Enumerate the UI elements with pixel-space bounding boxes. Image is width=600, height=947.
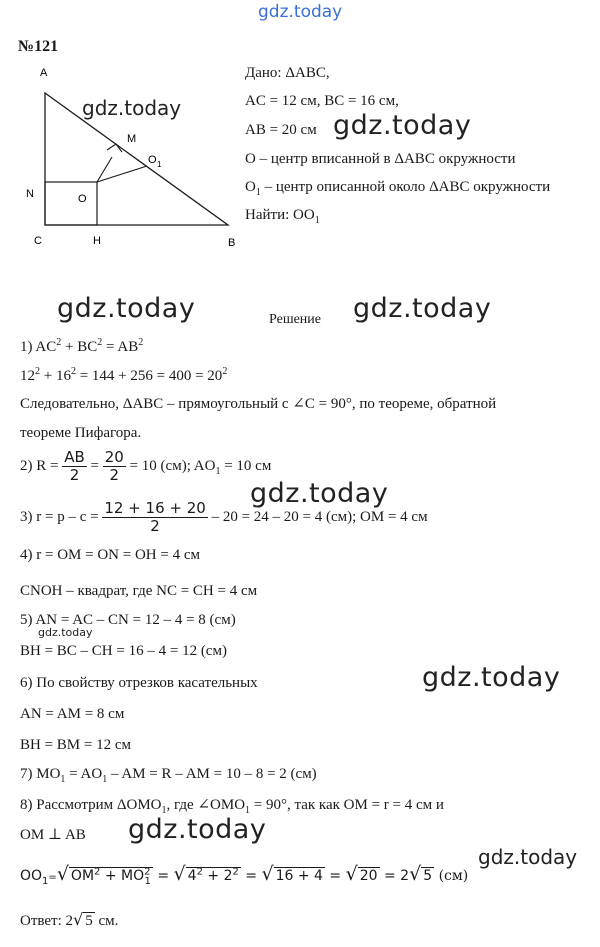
given-line-1: Дано: ΔABC,	[245, 65, 330, 81]
given-line-5: $O_1$ – центр описанной около ΔABC окружности	[245, 179, 551, 198]
answer: Ответ: 2√ 5 см.	[20, 910, 119, 929]
square-cnoh	[45, 182, 97, 225]
problem-number: №121	[18, 38, 59, 55]
fraction-perimeter: $\frac{12 + 16 + 20}{2}$	[104, 499, 206, 535]
step-9-formula: $OO_1=√$ $OM^2 + MO^2_1$ = √ $4^2 + 2^2$ = √ 16 + 4 = √ 20 = 2√ 5 (см)	[20, 863, 469, 887]
sqrt-icon: √	[73, 910, 84, 929]
step-8-perpendicular: OM ⊥ AB	[20, 827, 86, 843]
step-3: 3) r = p – c = $\frac{12 + 16 + 20}{2}$ – 20 = 24 – 20 = 4 (см); OM = 4 см	[20, 499, 428, 535]
sqrt-icon: √	[56, 863, 69, 885]
sqrt-icon: √	[261, 863, 274, 885]
fraction-ab-2: $\frac{AB}{2}$	[64, 448, 85, 484]
sqrt-icon: √	[409, 863, 422, 885]
label-a: A	[40, 67, 48, 79]
watermark-left: gdz.today	[57, 293, 196, 324]
step-5: 5) AN = AC – CN = 12 – 4 = 8 (см)	[20, 612, 236, 628]
watermark-small: gdz.today	[38, 626, 93, 639]
watermark-given: gdz.today	[333, 110, 472, 141]
step-1-conclusion-2: теореме Пифагора.	[20, 425, 142, 441]
sqrt-icon: √	[345, 863, 358, 885]
label-o1-sub: 1	[157, 160, 162, 169]
label-o: O	[78, 193, 87, 205]
label-b: B	[228, 237, 236, 249]
label-o1: O	[148, 154, 157, 166]
step-1: 1) $AC^2 + BC^2 = AB^2$	[20, 337, 144, 355]
watermark-s8: gdz.today	[128, 814, 267, 845]
given-line-3: AB = 20 см	[245, 122, 317, 138]
given-line-4: O – центр вписанной в ΔABC окружности	[245, 151, 516, 167]
step-1-conclusion-1: Следовательно, ΔABC – прямоугольный с ∠C = 90°, по теореме, обратной	[20, 396, 497, 412]
segment-oo1	[97, 166, 147, 182]
step-2: 2) R = $\frac{AB}{2}$ = $\frac{20}{2}$ = 10 (см); $AO_1 = 10$ см	[20, 448, 272, 484]
triangle-figure	[20, 60, 245, 255]
label-h: H	[93, 235, 101, 247]
sqrt-icon: √	[173, 863, 186, 885]
label-n: N	[26, 188, 34, 200]
watermark-s6: gdz.today	[422, 662, 561, 693]
watermark-figure: gdz.today	[82, 96, 182, 120]
step-8: 8) Рассмотрим $\Delta OMO_1$, где $\angle OMO_1 = 90^\circ$, так как OM = r = 4 см и	[20, 797, 444, 816]
step-7: 7) $MO_1 = AO_1$ – AM = R – AM = 10 – 8 = 2 (см)	[20, 766, 317, 785]
step-4-square: CNOH – квадрат, где NC = CH = 4 см	[20, 583, 258, 599]
given-line-2: AC = 12 см, BC = 16 см,	[245, 93, 399, 109]
watermark-mid: gdz.today	[250, 478, 389, 509]
label-c: C	[34, 235, 42, 247]
label-m: M	[127, 133, 137, 145]
step-1-calc: $12^2 + 16^2 = 144 + 256 = 400 = 20^2$	[20, 366, 228, 384]
fraction-20-2: $\frac{20}{2}$	[104, 448, 124, 484]
step-4: 4) r = OM = ON = OH = 4 см	[20, 547, 200, 563]
given-line-6: Найти: $OO_1$	[245, 207, 320, 226]
step-6-bh: BH = BM = 12 см	[20, 737, 131, 753]
step-6: 6) По свойству отрезков касательных	[20, 675, 258, 691]
solution-title: Решение	[269, 312, 322, 327]
triangle-abc	[45, 93, 228, 225]
step-6-an: AN = AM = 8 см	[20, 706, 125, 722]
watermark-top: gdz.today	[258, 2, 343, 22]
right-angle-mark	[107, 144, 122, 152]
step-5-bh: BH = BC – CH = 16 – 4 = 12 (см)	[20, 643, 227, 659]
watermark-right: gdz.today	[353, 293, 492, 324]
watermark-bottom: gdz.today	[478, 845, 578, 869]
